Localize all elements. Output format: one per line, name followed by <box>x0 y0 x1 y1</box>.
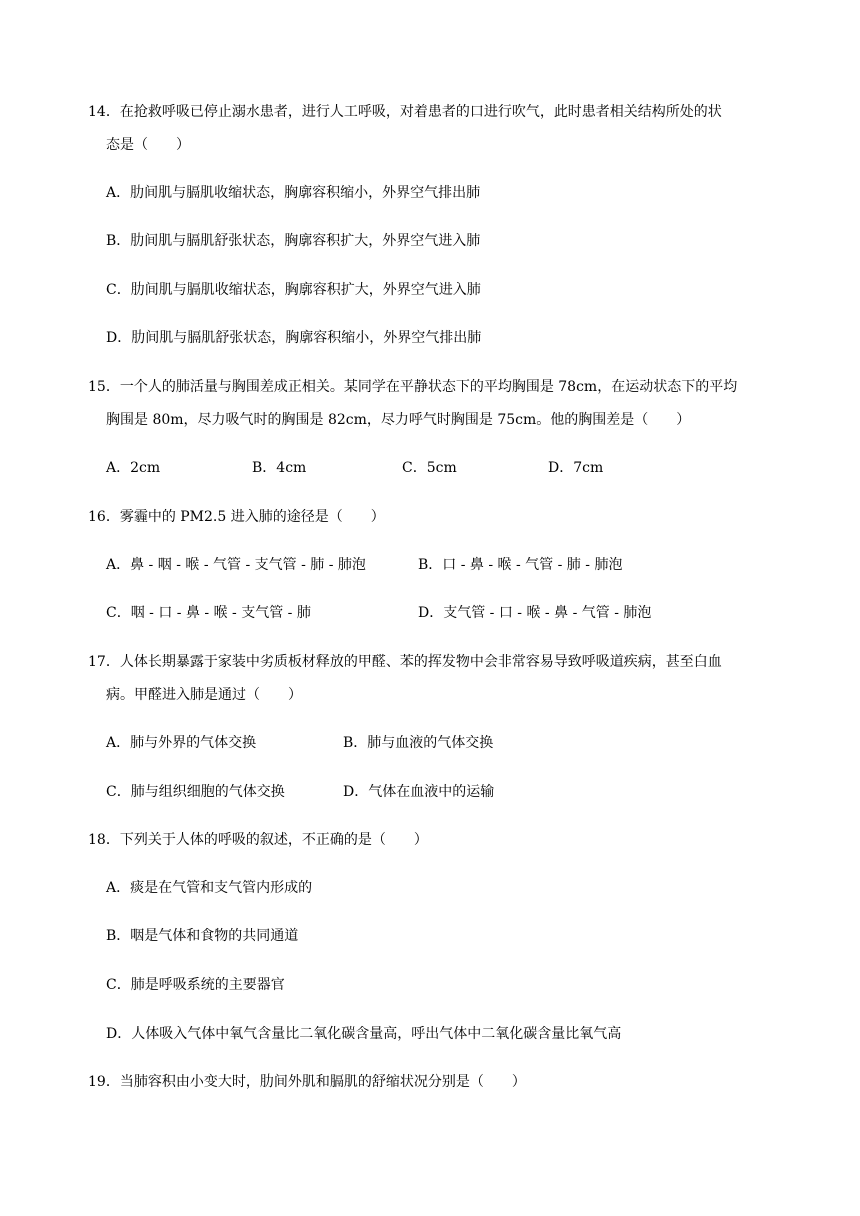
question-17-option-a: A．肺与外界的气体交换 <box>106 735 257 751</box>
question-16-stem: 16．雾霾中的 PM2.5 进入肺的途径是（ ） <box>88 509 385 525</box>
question-15-option-a: A．2cm <box>106 460 161 476</box>
question-16-option-a: A．鼻 - 咽 - 喉 - 气管 - 支气管 - 肺 - 肺泡 <box>106 557 366 573</box>
question-14-option-c: C．肋间肌与膈肌收缩状态，胸廓容积扩大，外界空气进入肺 <box>106 282 481 298</box>
question-15-stem-line-2: 胸围是 80m，尽力吸气时的胸围是 82cm，尽力呼气时胸围是 75cm。他的胸围差是（ ） <box>106 412 691 428</box>
question-18-option-a: A．痰是在气管和支气管内形成的 <box>106 880 313 896</box>
question-18-option-b: B．咽是气体和食物的共同通道 <box>106 928 299 944</box>
question-17-stem-line-2: 病。甲醛进入肺是通过（ ） <box>106 687 302 703</box>
question-15-option-c: C．5cm <box>402 460 457 476</box>
question-17-option-d: D．气体在血液中的运输 <box>343 784 495 800</box>
question-16-option-b: B．口 - 鼻 - 喉 - 气管 - 肺 - 肺泡 <box>418 557 623 573</box>
question-14-option-d: D．肋间肌与膈肌舒张状态，胸廓容积缩小，外界空气排出肺 <box>106 330 482 346</box>
question-16-option-c: C．咽 - 口 - 鼻 - 喉 - 支气管 - 肺 <box>106 605 311 621</box>
question-16-option-d: D．支气管 - 口 - 喉 - 鼻 - 气管 - 肺泡 <box>418 605 652 621</box>
question-18-option-d: D．人体吸入气体中氧气含量比二氧化碳含量高，呼出气体中二氧化碳含量比氧气高 <box>106 1026 622 1042</box>
question-19-stem: 19．当肺容积由小变大时，肋间外肌和膈肌的舒缩状况分别是（ ） <box>88 1074 526 1090</box>
question-17-option-b: B．肺与血液的气体交换 <box>343 735 494 751</box>
question-15-stem-line-1: 15．一个人的肺活量与胸围差成正相关。某同学在平静状态下的平均胸围是 78cm，在运动状态下的平均 <box>88 379 738 395</box>
question-14-option-a: A．肋间肌与膈肌收缩状态，胸廓容积缩小，外界空气排出肺 <box>106 185 481 201</box>
question-17-option-c: C．肺与组织细胞的气体交换 <box>106 784 285 800</box>
question-15-option-d: D．7cm <box>548 460 604 476</box>
question-14-option-b: B．肋间肌与膈肌舒张状态，胸廓容积扩大，外界空气进入肺 <box>106 233 481 249</box>
question-17-stem-line-1: 17．人体长期暴露于家装中劣质板材释放的甲醛、苯的挥发物中会非常容易导致呼吸道疾病，甚至白血 <box>88 654 722 670</box>
question-14-stem-line-2: 态是（ ） <box>106 137 190 153</box>
question-18-option-c: C．肺是呼吸系统的主要器官 <box>106 977 285 993</box>
question-18-stem: 18．下列关于人体的呼吸的叙述，不正确的是（ ） <box>88 832 428 848</box>
question-14-stem-line-1: 14．在抢救呼吸已停止溺水患者，进行人工呼吸，对着患者的口进行吹气，此时患者相关结构所处的状 <box>88 104 722 120</box>
question-15-option-b: B．4cm <box>252 460 307 476</box>
